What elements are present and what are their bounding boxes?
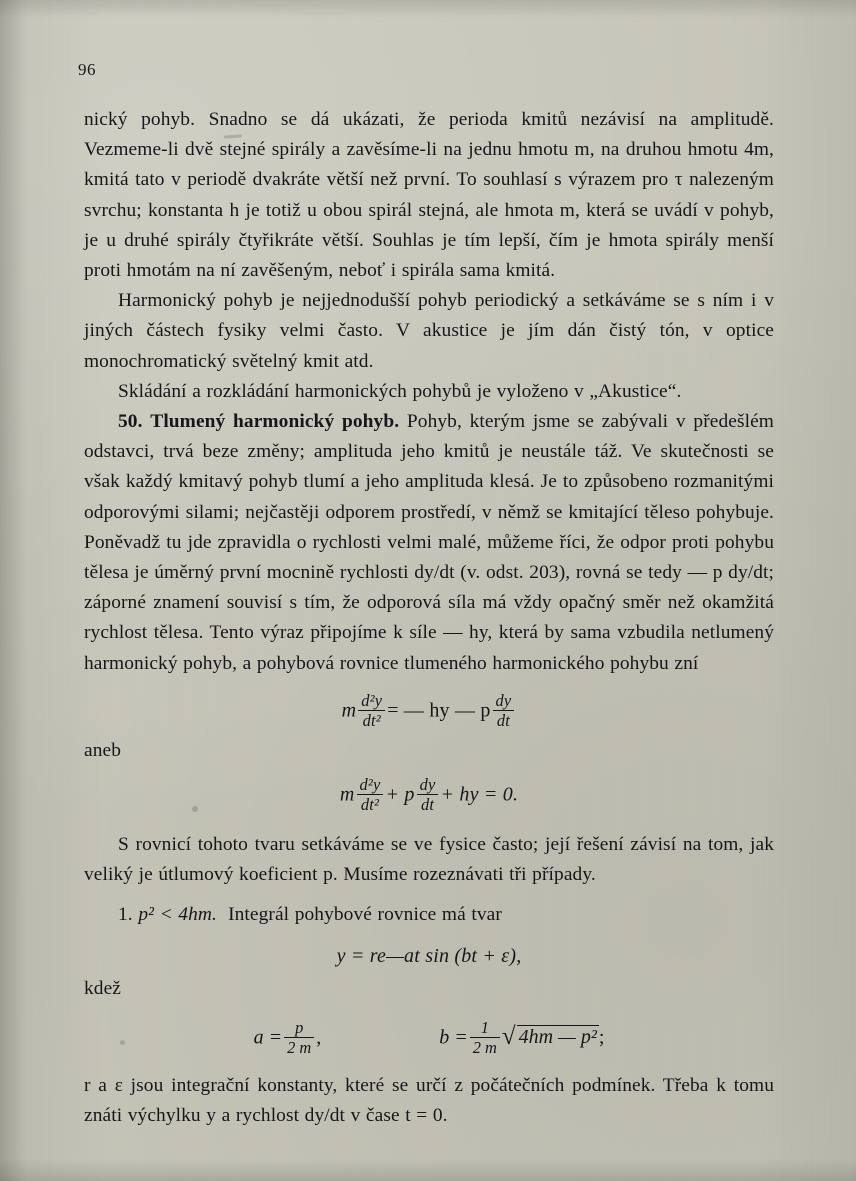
eq1-frac-2 <box>493 692 515 729</box>
section-number: 50. <box>118 411 143 433</box>
eq4b-radicand: 4hm — p² <box>518 1026 597 1049</box>
page-body <box>84 105 774 1132</box>
section-50-text: Pohyb, kterým jsme se zabývali v předešlém odstavci, trvá beze změny; amplituda jeho kmitů je neustále táž. Ve skutečnosti se však každý kmitavý pohyb tlumí a jeho amplituda klesá. Je to způsobeno rozmanitými odporovými silami; nejčastěji odporem prostředí, v němž se kmitající těleso pohybuje. Poněvadž tu jde zpravidla o rychlosti velmi malé, můžeme říci, že odpor proti pohybu tělesa je úměrný první mocnině rychlosti dy/dt (v. odst. 203), rovná se tedy — p dy/dt; záporné znamení souvisí s tím, že odporová síla má vždy opačný směr než okamžitá rychlost tělesa. Tento výraz připojíme k síle — hy, která by sama vzbudila netlumený harmonický pohyb, a pohybová rovnice tlumeného harmonického pohybu zní <box>84 411 774 674</box>
paragraph-integration-constants: r a ε jsou integrační konstanty, které se určí z počátečních podmínek. Třeba k tomu znáti výchylku y a rychlost dy/dt v čase t = 0. <box>84 1075 774 1127</box>
eq2-num-1: d²y <box>357 776 384 795</box>
eq1-operator: = — hy — p <box>387 699 491 722</box>
eq4b-frac <box>470 1019 500 1056</box>
page-number: 96 <box>78 60 96 79</box>
eq1-num-2: dy <box>493 692 515 711</box>
case-1-text: Integrál pohybové rovnice má tvar <box>228 904 502 926</box>
eq4a-frac <box>284 1019 314 1056</box>
equation-a <box>253 1017 322 1057</box>
equation-constants-row <box>84 1017 774 1057</box>
case-1-condition: p² < 4hm. <box>138 904 217 926</box>
eq1-den-2: dt <box>496 711 511 731</box>
eq2-num-2: dy <box>417 776 439 795</box>
paragraph-damping-coefficient: S rovnicí tohoto tvaru setkáváme se ve fysice často; její řešení závisí na tom, jak veliký je útlumový koeficient p. Musíme rozeznávati tři případy. <box>84 833 774 886</box>
paragraph-case-1 <box>84 900 774 930</box>
eq4a-den: 2 m <box>287 1037 312 1057</box>
section-50-paragraph <box>84 407 774 679</box>
eq4a-lhs: a = <box>253 1026 283 1049</box>
connective-kdez: kdež <box>84 977 122 999</box>
page-edge-shadow-top <box>0 0 856 18</box>
paragraph-acoustics-reference: Skládání a rozkládání harmonických pohybů je vyloženo v „Akustice“. <box>118 380 682 402</box>
page-edge-shadow-left <box>0 0 26 1181</box>
equation-motion-1 <box>84 690 774 731</box>
paragraph-harmonic-motion: Harmonický pohyb je nejjednodušší pohyb periodický a setkáváme se s ním i v jiných částech fysiky velmi často. V akustice je jím dán čistý tón, v optice monochromatický světelný kmit atd. <box>84 290 774 372</box>
paragraph-continuation: nický pohyb. Snadno se dá ukázati, že perioda kmitů nezávisí na amplitudě. Vezmeme-li dvě stejné spirály a zavěsíme-li na jednu hmotu m, na druhou hmotu 4m, kmitá tato v periodě dvakráte větší než první. To souhlasí s výrazem pro τ nalezeným svrchu; konstanta h je totiž u obou spirál stejná, ale hmota m, která se uvádí v pohyb, je u druhé spirály čtyřikráte větší. Souhlas je tím lepší, čím je hmota spirály menší proti hmotám na ní zavěšeným, neboť i spirála sama kmitá. <box>84 109 774 282</box>
eq4b-tail: ; <box>598 1026 605 1049</box>
equation-b <box>439 1017 605 1057</box>
equation-solution: y = re—at sin (bt + ε), <box>336 944 522 967</box>
eq1-m: m <box>341 699 357 722</box>
eq1-frac-1 <box>358 692 385 729</box>
eq2-den-2: dt <box>420 794 435 814</box>
page-edge-shadow-bottom <box>0 1159 856 1181</box>
eq4b-lhs: b = <box>439 1026 468 1049</box>
eq2-frac-2 <box>417 776 439 813</box>
eq2-frac-1 <box>357 776 384 813</box>
radical-sign: √ <box>501 1023 516 1051</box>
eq4b-den: 2 m <box>472 1037 497 1057</box>
case-1-number: 1. <box>118 904 133 926</box>
eq2-tail: + hy = 0. <box>440 782 519 805</box>
eq4a-tail: , <box>316 1026 322 1049</box>
eq2-m: m <box>339 782 355 805</box>
connective-aneb: aneb <box>84 740 122 762</box>
eq2-den-1: dt² <box>360 794 380 814</box>
section-title: Tlumený harmonický pohyb. <box>150 411 400 433</box>
eq4b-num: 1 <box>470 1019 500 1038</box>
eq2-plus: + p <box>385 782 415 805</box>
eq1-den-1: dt² <box>362 711 381 731</box>
eq4a-num: p <box>284 1019 314 1038</box>
eq1-num-1: d²y <box>358 692 385 711</box>
equation-motion-2 <box>84 774 774 814</box>
